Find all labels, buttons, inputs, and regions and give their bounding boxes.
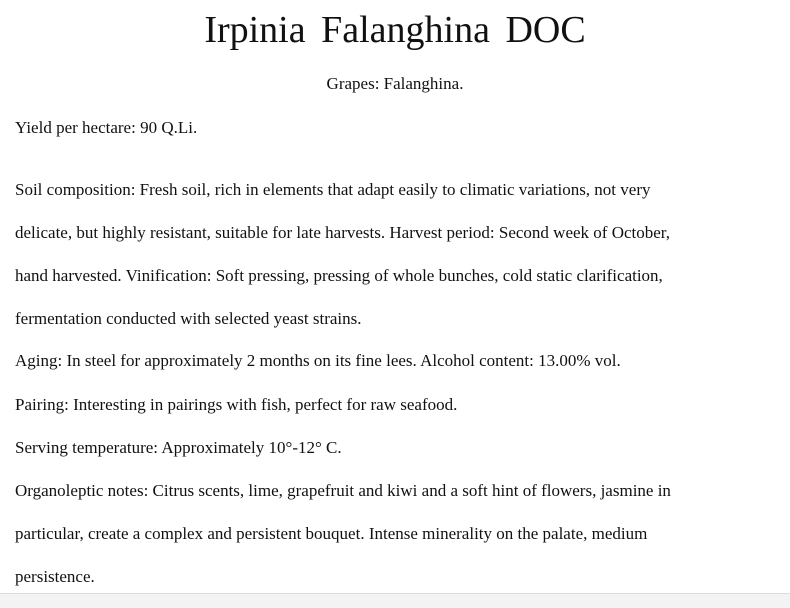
soil-line: hand harvested. Vinification: Soft pressing, pressing of whole bunches, cold static clarification, bbox=[15, 266, 663, 285]
soil-line: Soil composition: Fresh soil, rich in elements that adapt easily to climatic variations, not very bbox=[15, 180, 651, 199]
bottom-bar bbox=[0, 593, 790, 608]
yield-text: Yield per hectare: 90 Q.Li. bbox=[15, 118, 198, 137]
soil-line: fermentation conducted with selected yeast strains. bbox=[15, 309, 362, 328]
organoleptic-line: Organoleptic notes: Citrus scents, lime, grapefruit and kiwi and a soft hint of flowers, jasmine in bbox=[15, 481, 671, 500]
aging-text: Aging: In steel for approximately 2 months on its fine lees. Alcohol content: 13.00% vol. bbox=[15, 351, 621, 370]
organoleptic-line: particular, create a complex and persistent bouquet. Intense minerality on the palate, medium bbox=[15, 524, 648, 543]
grapes-text: Grapes: Falanghina. bbox=[326, 74, 464, 93]
serving-text: Serving temperature: Approximately 10°-12° C. bbox=[15, 438, 342, 457]
soil-line: delicate, but highly resistant, suitable for late harvests. Harvest period: Second week of October, bbox=[15, 223, 671, 242]
organoleptic-line: persistence. bbox=[15, 567, 95, 586]
page-title: Irpinia Falanghina DOC bbox=[204, 9, 586, 51]
pairing-text: Pairing: Interesting in pairings with fish, perfect for raw seafood. bbox=[15, 395, 458, 414]
